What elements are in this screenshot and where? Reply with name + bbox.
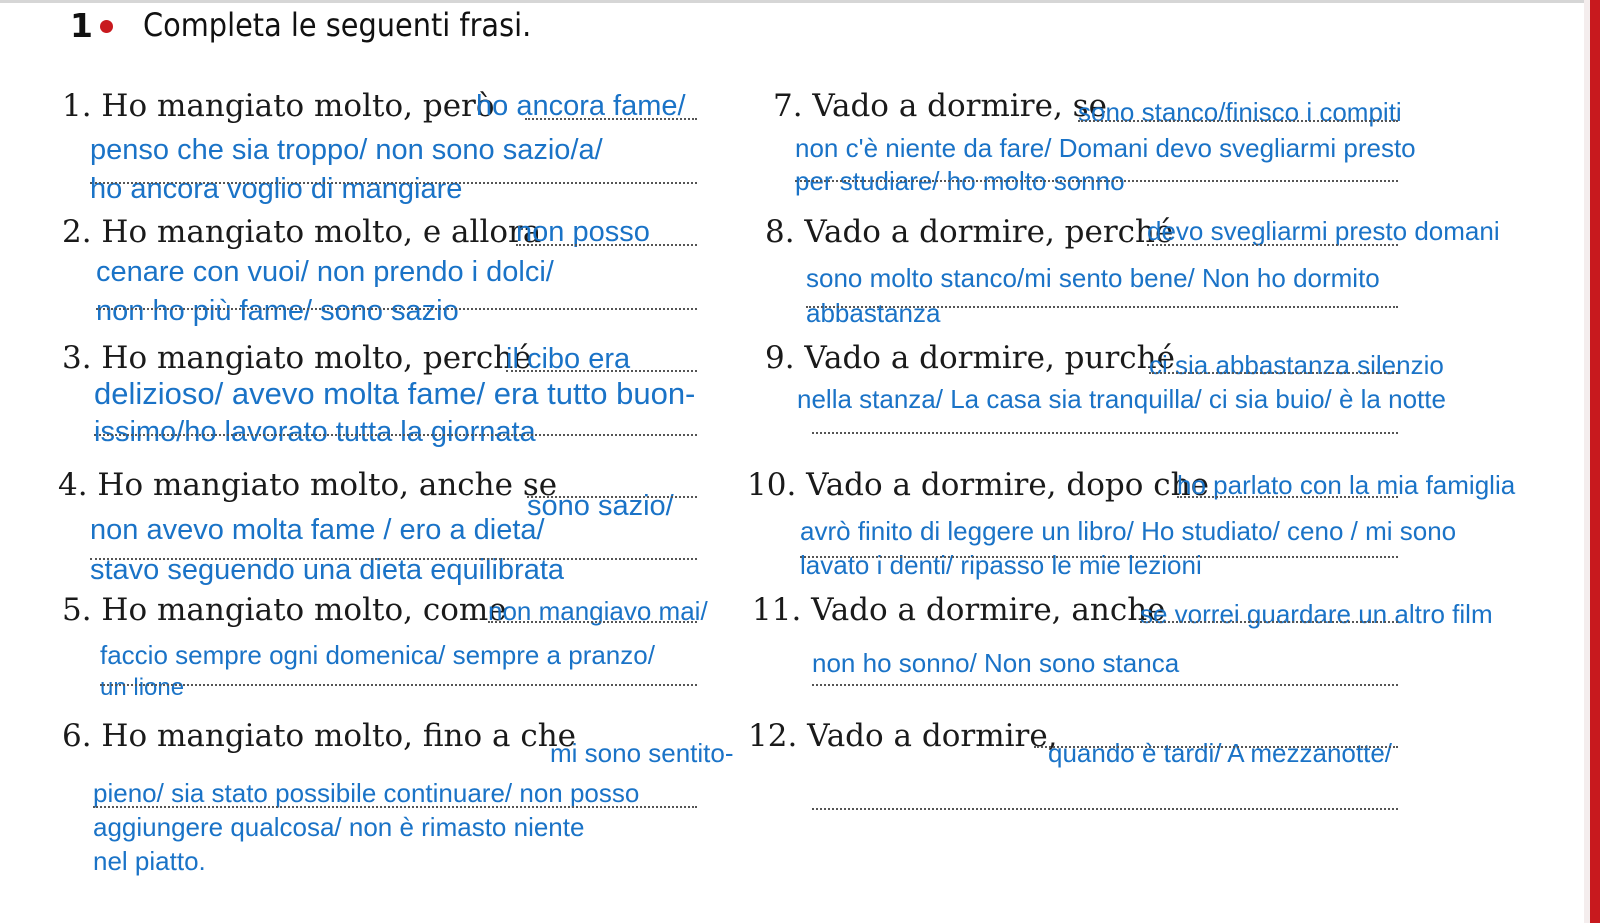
answer-line: non avevo molta fame / ero a dieta/: [90, 514, 545, 546]
answer-line: faccio sempre ogni domenica/ sempre a pranzo/: [100, 640, 655, 670]
answer-dotted-line: [94, 434, 697, 436]
answer-line: non mangiavo mai/: [488, 596, 708, 626]
answer-dotted-line: [1078, 120, 1398, 122]
answer-dotted-line: [1149, 372, 1398, 374]
answer-dotted-line: [90, 558, 697, 560]
item-prompt: 9. Vado a dormire, purché: [765, 340, 1175, 376]
answer-line: pieno/ sia stato possibile continuare/ non posso: [93, 778, 640, 808]
answer-line: penso che sia troppo/ non sono sazio/a/: [90, 134, 603, 166]
answer-line: delizioso/ avevo molta fame/ era tutto buon-: [94, 376, 696, 411]
answer-dotted-line: [488, 621, 697, 623]
answer-line: avrò finito di leggere un libro/ Ho studiato/ ceno / mi sono: [800, 516, 1457, 546]
answer-line: sono molto stanco/mi sento bene/ Non ho dormito: [806, 263, 1380, 293]
answer-dotted-line: [506, 370, 697, 372]
item-prompt: 2. Ho mangiato molto, e allora: [62, 214, 542, 250]
answer-line: non posso: [516, 216, 650, 248]
answer-dotted-line: [93, 806, 697, 808]
answer-line: mi sono sentito-: [550, 738, 734, 768]
item-prompt: 6. Ho mangiato molto, fino a che: [62, 718, 577, 754]
item-prompt: 8. Vado a dormire, perché: [765, 214, 1174, 250]
item-prompt: 12. Vado a dormire,: [748, 718, 1058, 754]
top-rule: [0, 0, 1600, 3]
answer-line: sono sazio/: [527, 490, 674, 522]
item-prompt: 11. Vado a dormire, anche: [752, 592, 1166, 628]
answer-dotted-line: [812, 808, 1398, 810]
answer-dotted-line: [516, 244, 697, 246]
answer-line: per studiare/ ho molto sonno: [795, 166, 1125, 196]
item-prompt: 1. Ho mangiato molto, però: [62, 88, 495, 124]
answer-dotted-line: [812, 684, 1398, 686]
answer-dotted-line: [525, 118, 697, 120]
answer-dotted-line: [806, 306, 1398, 308]
answer-line: quando è tardi/ A mezzanotte/: [1048, 738, 1393, 768]
answer-line: stavo seguendo una dieta equilibrata: [90, 554, 565, 586]
exercise-title: Completa le seguenti frasi.: [143, 6, 532, 44]
answer-line: se vorrei guardare un altro film: [1140, 599, 1493, 629]
exercise-number: 1: [70, 6, 93, 45]
answer-line: il cibo era: [506, 343, 631, 375]
answer-line: un lione: [100, 674, 185, 701]
answer-line: abbastanza: [806, 298, 941, 328]
answer-dotted-line: [1147, 244, 1398, 246]
answer-dotted-line: [812, 432, 1398, 434]
answer-dotted-line: [1034, 746, 1398, 748]
answer-line: ci sia abbastanza silenzio: [1149, 350, 1444, 380]
answer-line: non c'è niente da fare/ Domani devo svegliarmi presto: [795, 133, 1416, 163]
item-prompt: 7. Vado a dormire, se: [773, 88, 1107, 124]
answer-line: lavato i denti/ ripasso le mie lezioni: [800, 550, 1202, 580]
answer-line: non ho sonno/ Non sono stanca: [812, 648, 1180, 678]
answer-dotted-line: [795, 180, 1398, 182]
answer-line: devo svegliarmi presto domani: [1147, 216, 1500, 246]
answer-line: ho ancora fame/: [476, 90, 686, 122]
answer-line: cenare con vuoi/ non prendo i dolci/: [96, 256, 554, 288]
answer-dotted-line: [100, 684, 697, 686]
answer-dotted-line: [527, 496, 697, 498]
answer-dotted-line: [800, 556, 1398, 558]
answer-dotted-line: [96, 308, 697, 310]
answer-line: nel piatto.: [93, 846, 206, 876]
item-prompt: 5. Ho mangiato molto, come: [62, 592, 507, 628]
item-prompt: 4. Ho mangiato molto, anche se: [58, 467, 558, 503]
answer-line: ho ancora voglio di mangiare: [90, 173, 463, 205]
answer-line: nella stanza/ La casa sia tranquilla/ ci sia buio/ è la notte: [797, 384, 1446, 414]
item-prompt: 3. Ho mangiato molto, perché: [62, 340, 532, 376]
answer-line: ho parlato con la mia famiglia: [1177, 470, 1516, 500]
red-bullet-icon: [100, 20, 113, 33]
answer-dotted-line: [90, 182, 697, 184]
answer-line: aggiungere qualcosa/ non è rimasto niente: [93, 812, 585, 842]
answer-dotted-line: [1140, 621, 1398, 623]
answer-line: non ho più fame/ sono sazio: [96, 295, 459, 327]
answer-line: issimo/ho lavorato tutta la giornata: [94, 416, 536, 448]
answer-line: sono stanco/finisco i compiti: [1078, 97, 1402, 127]
red-margin-band: [1590, 0, 1600, 923]
item-prompt: 10. Vado a dormire, dopo che: [747, 467, 1209, 503]
answer-dotted-line: [1177, 496, 1398, 498]
